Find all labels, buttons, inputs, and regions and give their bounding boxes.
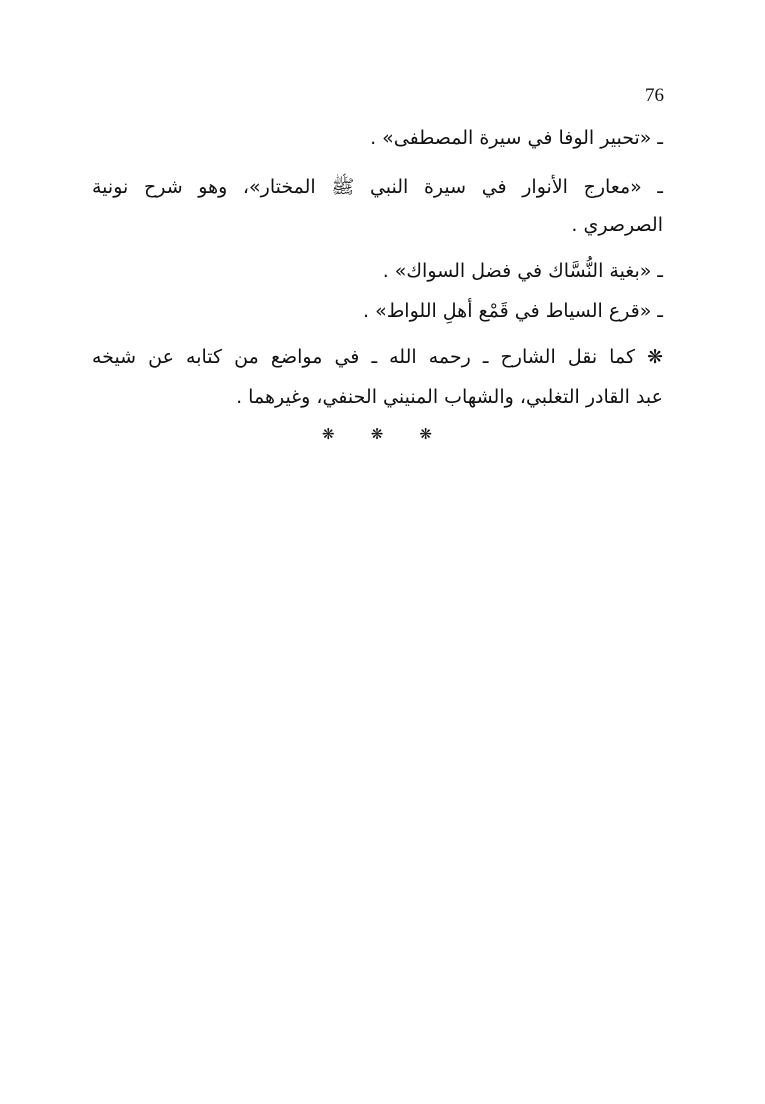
paragraph-sources-continuation: عبد القادر التغلبي، والشهاب المنيني الحنفي، وغيرهما .: [236, 386, 663, 408]
list-item-maarij-continuation: الصرصري .: [571, 214, 663, 236]
list-item-maarij: ـ «معارج الأنوار في سيرة النبي ﷺ المختار»، وهو شرح نونية: [92, 176, 663, 198]
page-number: 76: [645, 85, 664, 106]
star-ornament-icon: ❋: [370, 425, 384, 443]
star-ornament-icon: ❋: [322, 425, 335, 443]
star-ornament-icon: ❋: [419, 425, 432, 443]
paragraph-sources: ❋ كما نقل الشارح ـ رحمه الله ـ في مواضع من كتابه عن شيخه: [92, 346, 663, 368]
section-separator: [322, 424, 432, 444]
list-item-tahbir: ـ «تحبير الوفا في سيرة المصطفى» .: [370, 127, 663, 149]
list-item-qar: ـ «قرع السياط في قَمْع أهلِ اللواط» .: [363, 300, 663, 322]
list-item-bughyat: ـ «بغية النُّسَّاك في فضل السواك» .: [382, 260, 663, 282]
